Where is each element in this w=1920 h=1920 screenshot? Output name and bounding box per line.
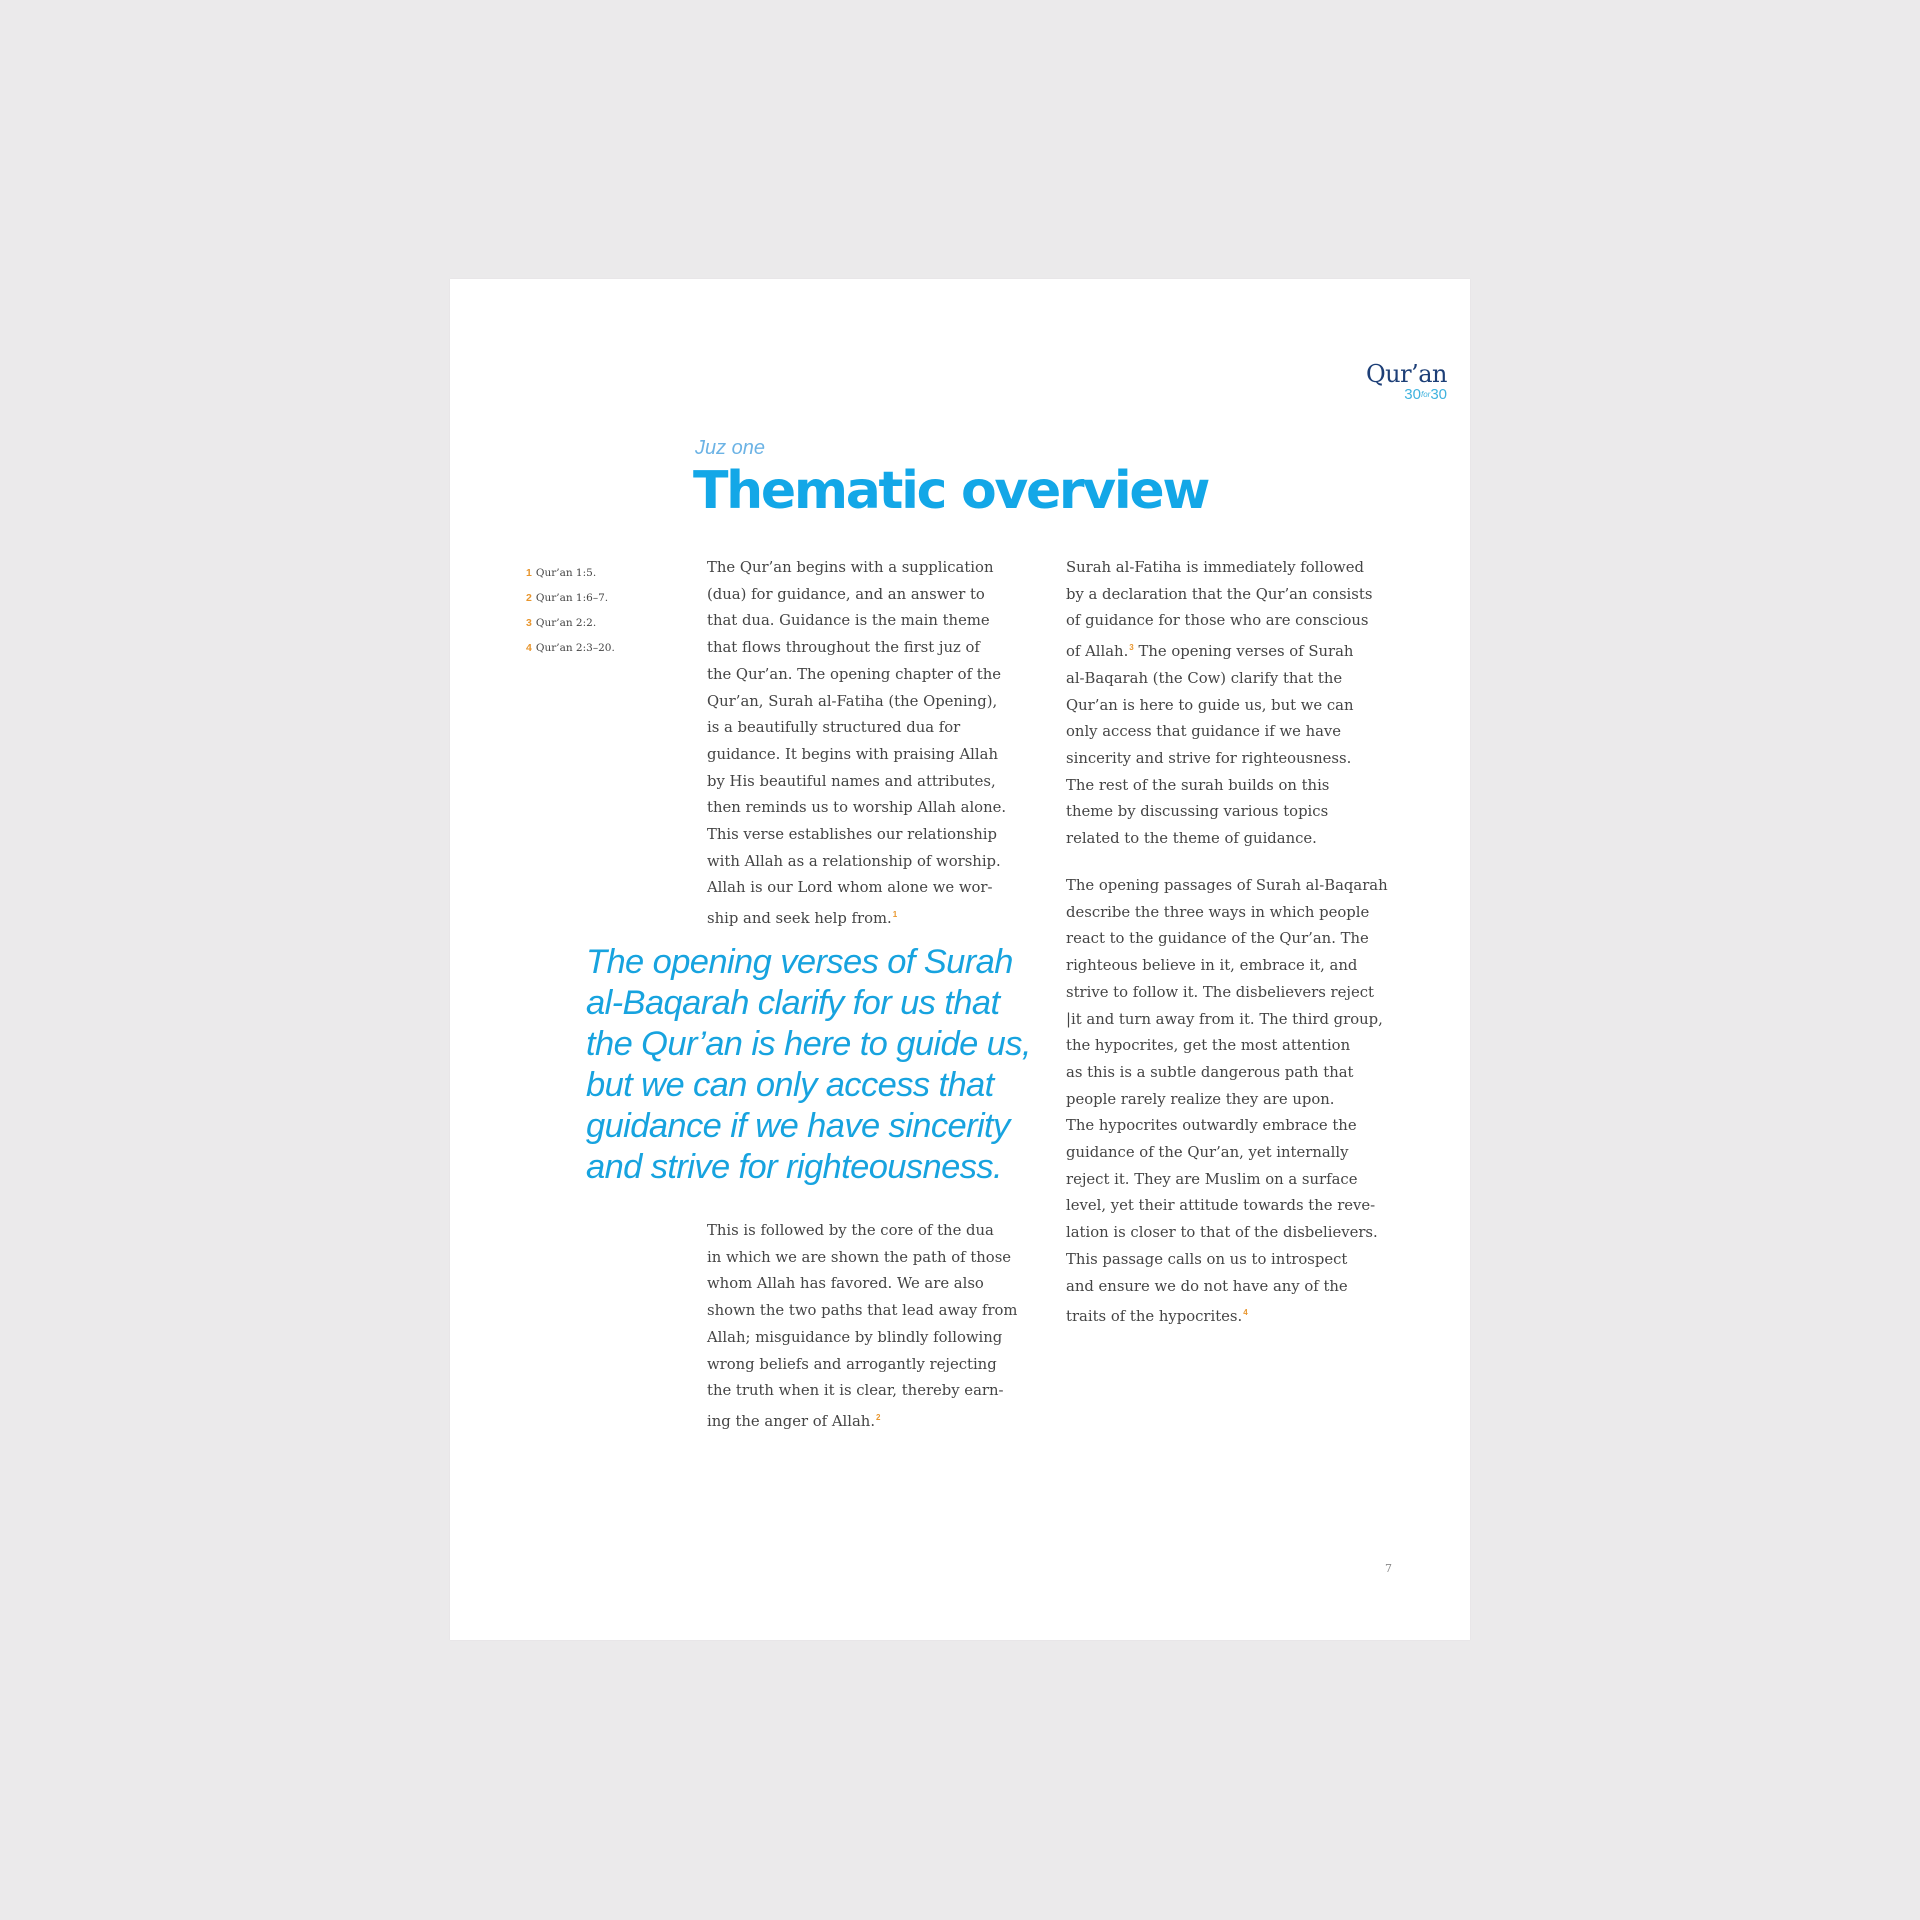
footnote: 1 Qur’an 1:5.: [526, 567, 597, 579]
footnote-ref: 2: [876, 1412, 881, 1422]
page-number: 7: [1385, 1562, 1392, 1575]
footnotes-list: [526, 561, 646, 661]
body-paragraph-core: This is followed by the core of the dua in which we are shown the path of those whom Allah has favored. We are also shown the two paths that lead away from Allah; misguidance by blindly following wrong beliefs and arrogantly rejecting the truth when it is clear, thereby earn- ing the anger of Allah.$^2$: [707, 1222, 1018, 1430]
quran-30-for-30-logo: [1317, 361, 1447, 407]
body-paragraph-intro: The Qur’an begins with a supplication (dua) for guidance, and an answer to that dua. Guidance is the main theme that flows throughout the first juz of the Qur’an. The opening chapter of the Qur’an, Surah al-Fatiha (the Opening), is a beautifully structured dua for guidance. It begins with praising Allah by His beautiful names and attributes, then reminds us to worship Allah alone. This verse establishes our relationship with Allah as a relationship of worship. Allah is our Lord whom alone we wor- ship and seek help from.$^1$: [707, 559, 1007, 928]
document-page: [450, 279, 1470, 1640]
pull-quote: The opening verses of Surah al-Baqarah clarify for us that the Qur’an is here to guide us, but we can only access that guidance if we have sincerity and strive for righteousness.: [586, 943, 1031, 1186]
logo-word: Qur’an: [1366, 360, 1447, 388]
footnote-ref: 3: [1129, 643, 1134, 653]
footnote-ref: 1: [892, 910, 898, 920]
footnote-ref: 4: [1243, 1308, 1248, 1318]
page-title: Thematic overview: [693, 461, 1209, 521]
body-paragraph-three-groups: The opening passages of Surah al-Baqarah describe the three ways in which people react to the guidance of the Qur’an. The righteous believe in it, embrace it, and strive to follow it. The disbelievers reject |it and turn away from it. The third group, the hypocrites, get the most attention as this is a subtle dangerous path that people rarely realize they are upon. The hypocrites outwardly embrace the guidance of the Qur’an, yet internally reject it. They are Muslim on a surface level, yet their attitude towards the reve- lation is closer to that of the disbelievers. This passage calls on us to introspect and ensure we do not have any of the traits of the hypocrites.$^4$: [1066, 877, 1388, 1326]
body-paragraph-baqarah-intro: Surah al-Fatiha is immediately followed by a declaration that the Qur’an consists of guidance for those who are conscious of Allah.$^3$ The opening verses of Surah al-Baqarah (the Cow) clarify that the Qur’an is here to guide us, but we can only access that guidance if we have sincerity and strive for righteousness. The rest of the surah builds on this theme by discussing various topics related to the theme of guidance.: [1066, 559, 1373, 848]
footnote: 2 Qur’an 1:6–7.: [526, 592, 609, 604]
footnote: 3 Qur’an 2:2.: [526, 617, 597, 629]
section-kicker: Juz one: [695, 437, 766, 459]
logo-subtitle: 30for30: [1404, 386, 1447, 403]
footnote: 4 Qur’an 2:3–20.: [526, 642, 615, 654]
